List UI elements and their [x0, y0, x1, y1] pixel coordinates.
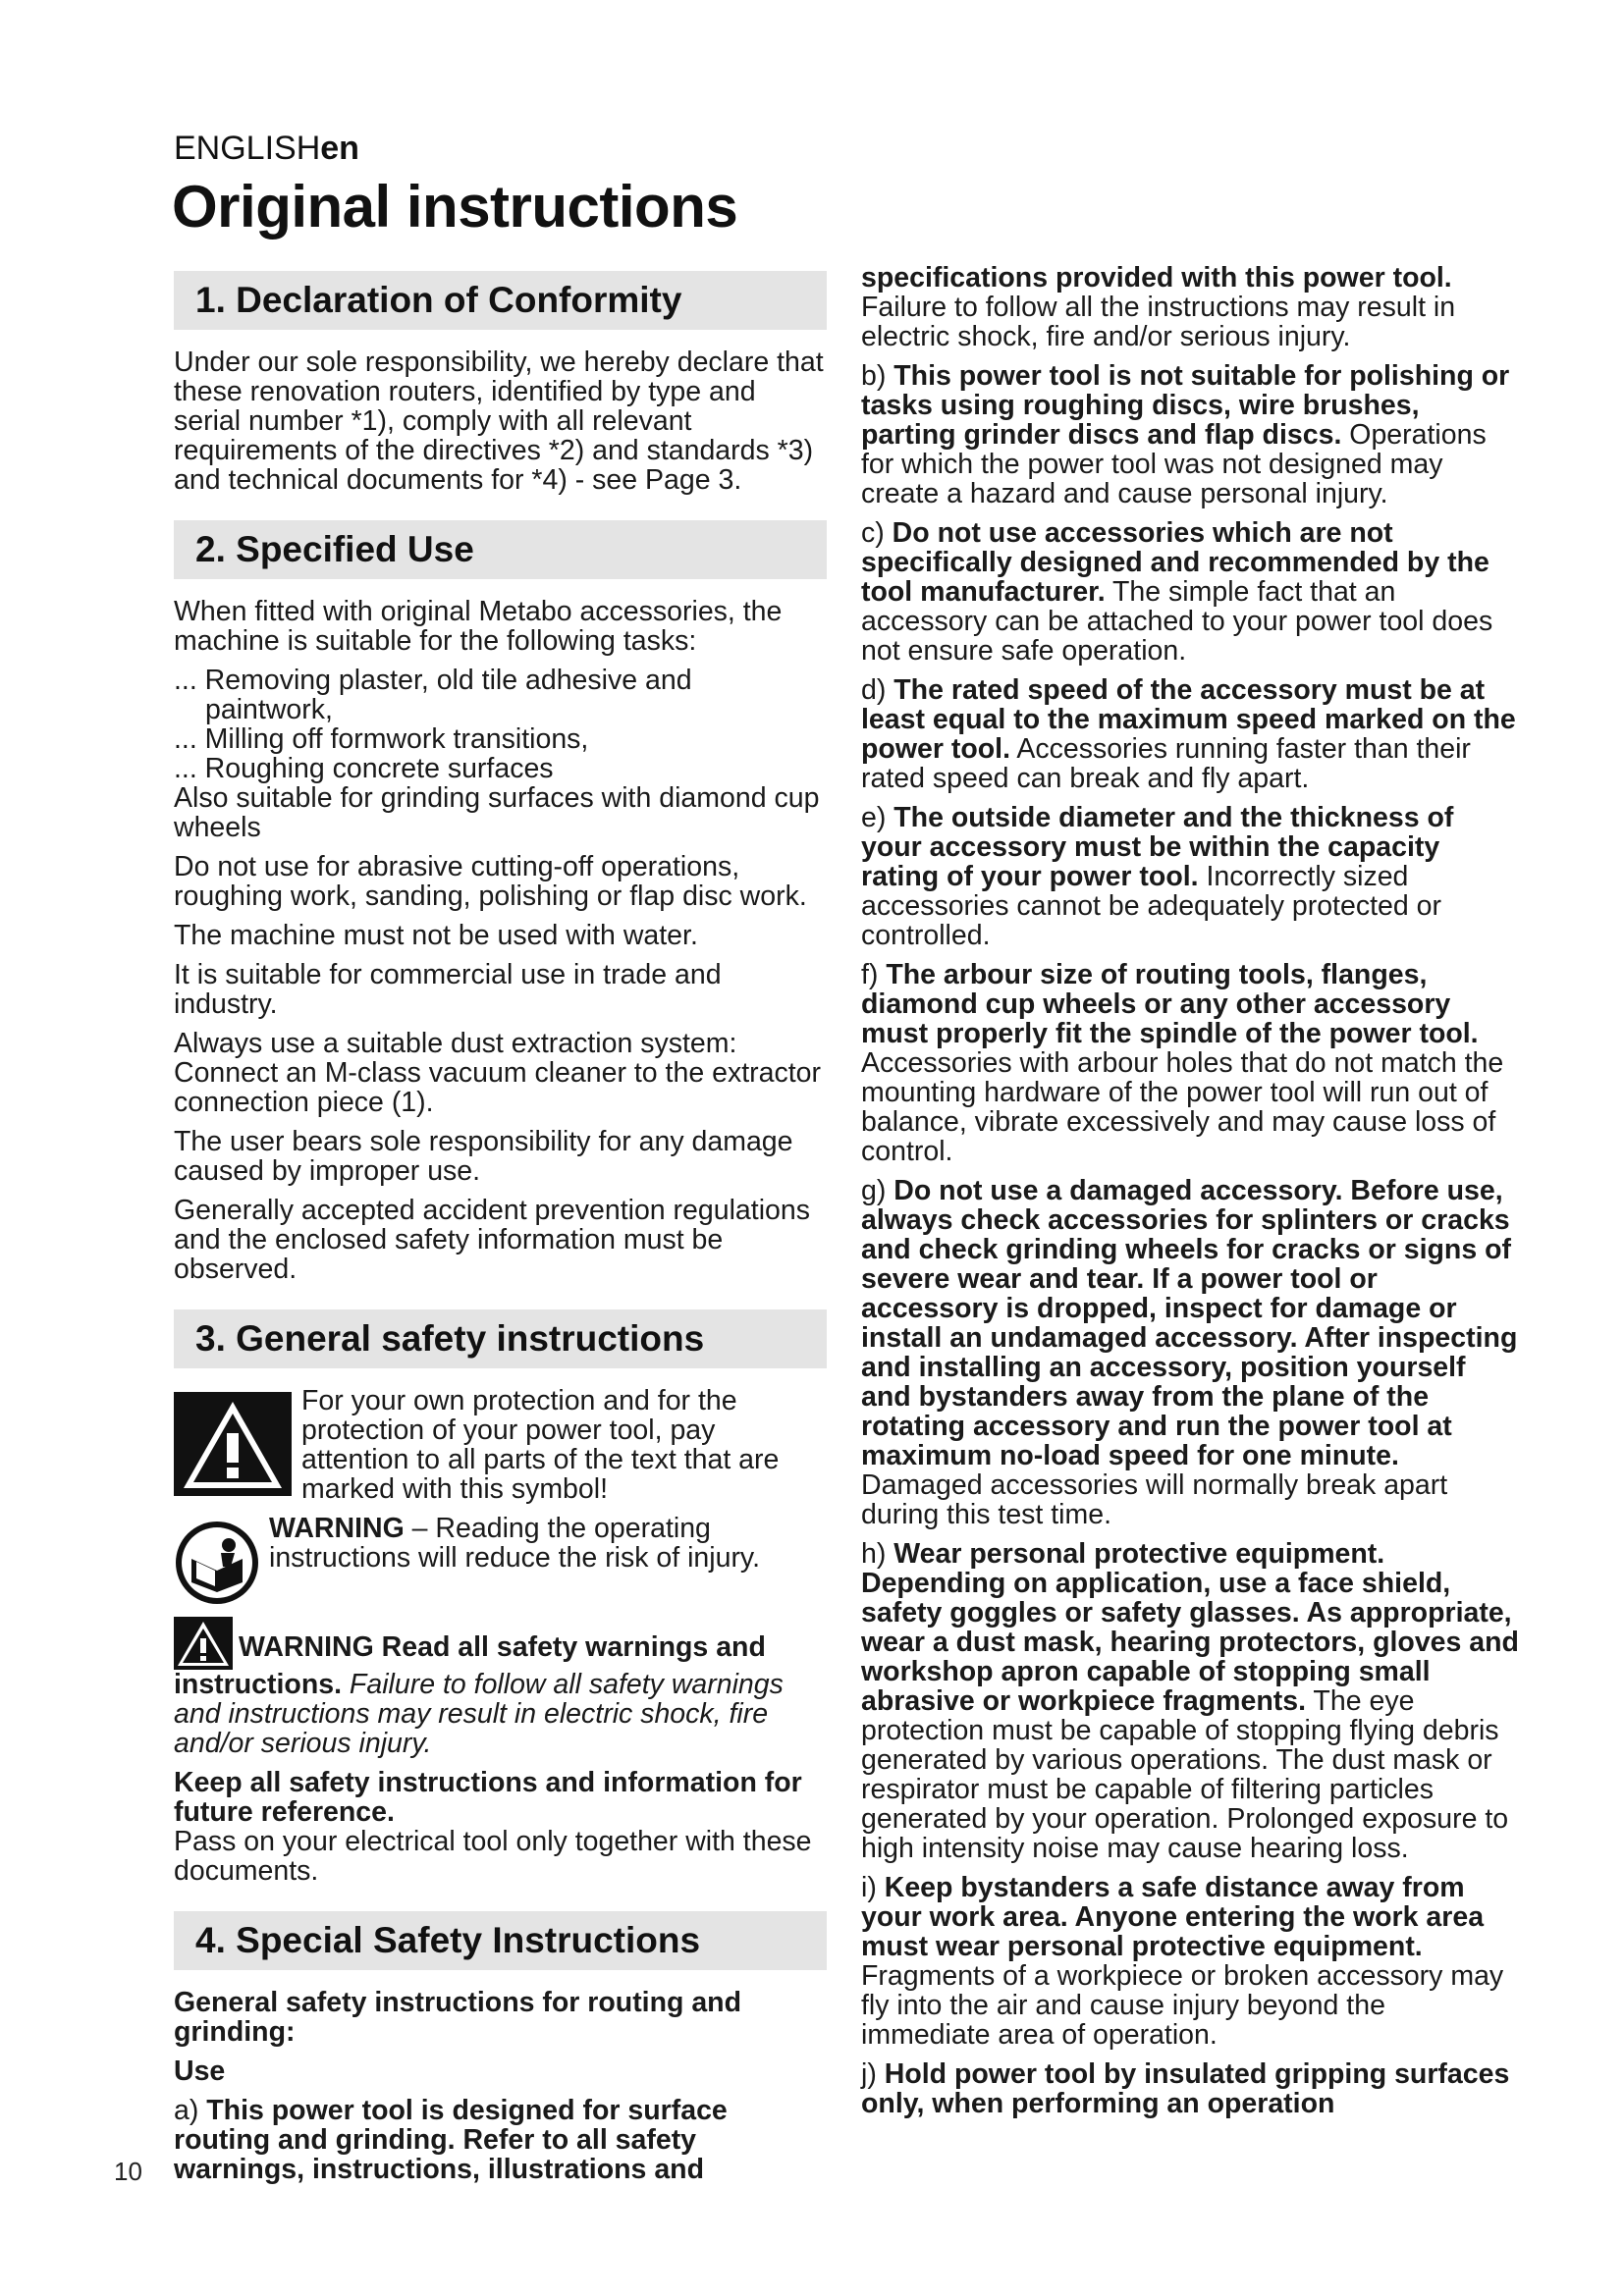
warning-label: WARNING: [269, 1513, 405, 1544]
item-bold: The arbour size of routing tools, flanges, diamond cup wheels or any other accessory must properly fit the spindle of the power tool.: [861, 959, 1479, 1049]
item-prefix: e): [861, 802, 894, 833]
item-a: [174, 2096, 827, 2184]
item-prefix: j): [861, 2058, 885, 2090]
regulations-text: Generally accepted accident prevention regulations and the enclosed safety information must be observed.: [174, 1195, 810, 1285]
item-text: Damaged accessories will normally break apart during this test time.: [861, 1469, 1448, 1530]
warning-text: [174, 1514, 827, 1573]
symbol-text: For your own protection and for the protection of your power tool, pay attention to all parts of the text that are marked with this symbol!: [301, 1385, 780, 1505]
read-manual-warning: [174, 1514, 827, 1607]
list-item: ... Milling off formwork transitions,: [174, 723, 589, 755]
warning-body: – Reading the operating instructions will reduce the risk of injury.: [269, 1513, 760, 1574]
right-column: [861, 263, 1519, 2128]
dust-extraction-text: Always use a suitable dust extraction system: Connect an M-class vacuum cleaner to the extractor connection piece (1).: [174, 1028, 821, 1118]
item-a-cont-bold: specifications provided with this power tool.: [861, 262, 1452, 294]
item-a-continued: [861, 263, 1519, 351]
item-prefix: b): [861, 360, 894, 392]
special-subheading: [174, 1988, 827, 2047]
item-bold: The outside diameter and the thickness of your accessory must be within the capacity rating of your power tool.: [861, 802, 1454, 892]
use-label-text: Use: [174, 2056, 226, 2087]
use-label: [174, 2056, 827, 2086]
list-item: ... Removing plaster, old tile adhesive and paintwork,: [174, 665, 692, 725]
item-f: [861, 960, 1519, 1166]
item-prefix: i): [861, 1872, 885, 1903]
item-i: [861, 1873, 1519, 2050]
item-b: [861, 361, 1519, 508]
item-e: [861, 803, 1519, 950]
item-text: Accessories with arbour holes that do not match the mounting hardware of the power tool will run out of balance, vibrate excessively and may cause loss of control.: [861, 1047, 1504, 1167]
warning2-italic: Failure to follow all safety warnings and instructions may result in electric shock, fire and/or serious injury.: [174, 1669, 784, 1759]
item-prefix: f): [861, 959, 887, 990]
item-bold: Do not use a damaged accessory. Before use, always check accessories for splinters or cracks and check grinding wheels for cracks or signs of severe wear and tear. If a power tool or accessory is dropped, inspect for damage or install an undamaged accessory. After inspecting and installing an accessory, position yourself and bystanders away from the plane of the rotating accessory and run the power tool at maximum no-load speed for one minute.: [861, 1175, 1518, 1471]
item-prefix: c): [861, 517, 893, 549]
specified-use-intro: When fitted with original Metabo accessories, the machine is suitable for the following tasks:: [174, 596, 783, 657]
item-prefix: h): [861, 1538, 894, 1570]
item-bold: The rated speed of the accessory must be at least equal to the maximum speed marked on the power tool.: [861, 674, 1516, 765]
keep-instructions: [174, 1768, 827, 1827]
item-text: Incorrectly sized accessories cannot be adequately protected or controlled.: [861, 861, 1441, 951]
do-not-use-text: Do not use for abrasive cutting-off operations, roughing work, sanding, polishing or flap disc work.: [174, 851, 807, 912]
page-number: 10: [114, 2157, 142, 2186]
pass-on-text: Pass on your electrical tool only together with these documents.: [174, 1826, 812, 1887]
item-bold: Hold power tool by insulated gripping surfaces only, when performing an operation: [861, 2058, 1510, 2119]
item-bold: Wear personal protective equipment. Depending on application, use a face shield, safety goggles or safety glasses. As appropriate, wear a dust mask, hearing protectors, gloves and workshop apron capable of stopping small abrasive or workpiece fragments.: [861, 1538, 1519, 1717]
section-heading-declaration: 1. Declaration of Conformity: [174, 271, 827, 330]
warning2-bold: WARNING Read all safety warnings and instructions.: [174, 1631, 766, 1700]
read-manual-icon: [174, 1520, 260, 1606]
special-subheading-text: General safety instructions for routing and grinding:: [174, 1987, 742, 2048]
item-prefix: a): [174, 2095, 207, 2126]
keep-bold: Keep all safety instructions and information for future reference.: [174, 1767, 802, 1828]
language-name: ENGLISH: [174, 130, 321, 167]
item-prefix: d): [861, 674, 894, 706]
item-j: [861, 2059, 1519, 2118]
language-label: [174, 130, 359, 168]
item-text: The eye protection must be capable of stopping flying debris generated by various operations. The dust mask or respirator must be capable of filtering particles generated by your operation. Prolonged exposure to high intensity noise may cause hearing loss.: [861, 1685, 1509, 1864]
item-bold: Keep bystanders a safe distance away from your work area. Anyone entering the work area must wear personal protective equipment.: [861, 1872, 1485, 1962]
language-code: en: [320, 130, 359, 167]
warning-triangle-icon: [174, 1392, 292, 1496]
item-text: The simple fact that an accessory can be attached to your power tool does not ensure safe operation.: [861, 576, 1493, 667]
item-text: Operations for which the power tool was not designed may create a hazard and cause personal injury.: [861, 419, 1487, 509]
item-a-cont-text: Failure to follow all the instructions may result in electric shock, fire and/or serious injury.: [861, 292, 1456, 352]
read-all-warnings: [174, 1617, 827, 1758]
warning-triangle-icon: [174, 1617, 233, 1670]
section-heading-general-safety: 3. General safety instructions: [174, 1309, 827, 1368]
list-item: ... Roughing concrete surfaces: [174, 753, 554, 784]
section-heading-specified-use: 2. Specified Use: [174, 520, 827, 579]
no-water-text: The machine must not be used with water.: [174, 920, 698, 951]
item-bold: Do not use accessories which are not specifically designed and recommended by the tool manufacturer.: [861, 517, 1489, 608]
task-list: [174, 666, 827, 783]
page-title: Original instructions: [172, 174, 738, 240]
declaration-text: Under our sole responsibility, we hereby declare that these renovation routers, identified by type and serial number *1), comply with all relevant requirements of the directives *2) and standards *3) and technical documents for *4) - see Page 3.: [174, 347, 824, 496]
item-text: Fragments of a workpiece or broken accessory may fly into the air and cause injury beyond the immediate area of operation.: [861, 1960, 1504, 2051]
responsibility-text: The user bears sole responsibility for any damage caused by improper use.: [174, 1126, 793, 1187]
item-h: [861, 1539, 1519, 1863]
item-a-bold: This power tool is designed for surface routing and grinding. Refer to all safety warnings, instructions, illustrations and: [174, 2095, 728, 2185]
item-text: Accessories running faster than their rated speed can break and fly apart.: [861, 733, 1471, 794]
also-suitable-text: Also suitable for grinding surfaces with diamond cup wheels: [174, 782, 820, 843]
left-column: [174, 271, 827, 2194]
item-bold: This power tool is not suitable for polishing or tasks using roughing discs, wire brushes, parting grinder discs and flap discs.: [861, 360, 1510, 451]
commercial-use-text: It is suitable for commercial use in trade and industry.: [174, 959, 722, 1020]
item-d: [861, 675, 1519, 793]
item-g: [861, 1176, 1519, 1529]
symbol-notice: [174, 1386, 827, 1504]
item-c: [861, 518, 1519, 666]
section-heading-special-safety: 4. Special Safety Instructions: [174, 1911, 827, 1970]
item-prefix: g): [861, 1175, 894, 1206]
